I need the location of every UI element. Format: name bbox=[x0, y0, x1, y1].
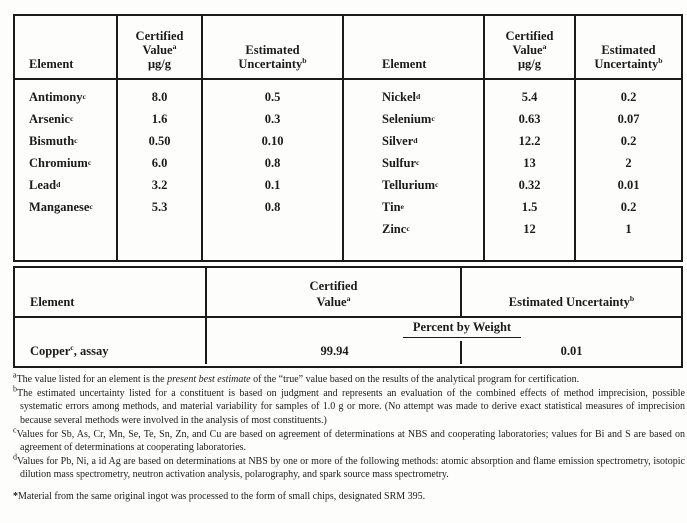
footnote-marker: a bbox=[346, 293, 351, 303]
footnote-marker: b bbox=[658, 55, 663, 65]
element-name-cell: Sulfur c bbox=[382, 155, 420, 170]
certified-value-cell: 0.32 bbox=[518, 177, 541, 192]
element-name: Manganese bbox=[29, 199, 90, 214]
assay-element-header bbox=[15, 268, 207, 316]
certified-value-cell: 1.5 bbox=[521, 199, 538, 214]
certified-value-cell: 3.2 bbox=[151, 177, 168, 192]
uncertainty-cell: 0.8 bbox=[264, 199, 281, 214]
element-name-cell: Nickel d bbox=[382, 89, 421, 104]
element-header-label: Element bbox=[382, 57, 427, 71]
uncertainty-cell: 0.07 bbox=[617, 111, 640, 126]
element-name-cell: Zinc c bbox=[382, 221, 410, 236]
footnote-a-italic: present best estimate bbox=[167, 374, 251, 385]
assay-element-cell bbox=[15, 318, 207, 364]
footnote-d-marker: d bbox=[13, 452, 17, 462]
elements-table bbox=[13, 14, 683, 262]
certified-value-cell: 5.4 bbox=[521, 89, 538, 104]
footnote-marker: c bbox=[70, 342, 74, 352]
assay-values-area bbox=[207, 318, 681, 364]
right-element-body bbox=[344, 80, 483, 240]
percent-by-weight-label: Percent by Weight bbox=[403, 320, 521, 338]
footnote-marker: a bbox=[542, 41, 547, 51]
footnote-a bbox=[13, 370, 685, 386]
certified-value-cell: 12.2 bbox=[518, 133, 541, 148]
right-certified-value-body bbox=[485, 80, 574, 240]
certified-value-cell: 8.0 bbox=[151, 89, 168, 104]
certified-value-cell: 13 bbox=[523, 155, 536, 170]
left-uncertainty-header bbox=[203, 16, 342, 80]
uncertainty-cell: 0.2 bbox=[620, 89, 637, 104]
footnote-star bbox=[13, 490, 685, 503]
uncertainty-header-line1: Estimated bbox=[601, 43, 656, 57]
assay-uncertainty-header bbox=[462, 268, 681, 316]
footnote-star-text: Material from the same original ingot was processed to the form of small chips, designated SRM 395. bbox=[18, 490, 426, 502]
footnote-marker: a bbox=[172, 41, 177, 51]
uncertainty-header-line2: Uncertainty$^b$ bbox=[238, 55, 307, 71]
certified-value-cell: 0.50 bbox=[148, 133, 171, 148]
certified-value-cell: 12 bbox=[523, 221, 536, 236]
right-certified-value-column bbox=[485, 16, 576, 260]
element-name: Selenium bbox=[382, 111, 432, 126]
footnote-d-text: Values for Pb, Ni, a id Ag are based on determinations at NBS by one or more of the following methods: atomic absorption and flame emission spectrometry, isotopic dilution mass spectrometry, neutron activation analysis, polarography, and spark source mass spectrometry. bbox=[17, 456, 685, 481]
uncertainty-cell: 0.2 bbox=[620, 133, 637, 148]
certified-header-line2: Value$^a$ bbox=[142, 41, 177, 57]
element-name: Sulfur bbox=[382, 155, 417, 170]
element-name-suffix: , assay bbox=[73, 344, 109, 358]
footnote-a-text: The value listed for an element is the bbox=[16, 374, 168, 385]
certified-value-cell: 0.63 bbox=[518, 111, 541, 126]
element-name: Zinc bbox=[382, 221, 407, 236]
element-name: Chromium bbox=[29, 155, 88, 170]
right-uncertainty-header bbox=[576, 16, 681, 80]
certified-header-unit: μg/g bbox=[517, 57, 542, 71]
footnote-c-text: Values for Sb, As, Cr, Mn, Se, Te, Sn, Zn, and Cu are based on agreement of determinations at NBS and cooperating laboratories; values for Bi and S are based on agreement of determinations at cooperating laboratories. bbox=[16, 428, 685, 454]
uncertainty-header-line2: Uncertainty$^b$ bbox=[594, 55, 663, 71]
element-name-cell: Chromium c bbox=[29, 155, 92, 170]
uncertainty-header-label: Estimated Uncertainty$^b$ bbox=[508, 293, 635, 309]
right-uncertainty-body bbox=[576, 80, 681, 240]
element-name: Tellurium bbox=[382, 177, 436, 192]
left-certified-value-body bbox=[118, 80, 201, 218]
element-name-cell: Manganese c bbox=[29, 199, 93, 214]
element-name: Copper bbox=[30, 344, 71, 358]
footnote-b-marker: b bbox=[13, 384, 17, 394]
uncertainty-cell: 0.1 bbox=[264, 177, 281, 192]
uncertainty-header-line1: Estimated bbox=[245, 43, 300, 57]
left-element-column bbox=[15, 16, 118, 260]
left-certified-value-header bbox=[118, 16, 201, 80]
certified-header-unit: μg/g bbox=[147, 57, 172, 71]
element-name: Nickel bbox=[382, 89, 417, 104]
right-uncertainty-column bbox=[576, 16, 681, 260]
assay-copper-row bbox=[15, 318, 681, 364]
element-name: Lead bbox=[29, 177, 57, 192]
element-name-cell: Tin e bbox=[382, 199, 404, 214]
uncertainty-cell: 0.8 bbox=[264, 155, 281, 170]
left-element-body bbox=[15, 80, 116, 218]
footnote-b-text: The estimated uncertainty listed for a constituent is based on judgment and represents an evaluation of the combined effects of method imprecision, possible systematic errors among methods, and material variability for samples of 1.0 g or more. (No attempt was made to derive exact statistical measures of imprecision because several methods were involved in the analysis of most constituents.) bbox=[17, 388, 685, 426]
footnote-c-marker: c bbox=[13, 425, 17, 435]
certified-header-line2: Value$^a$ bbox=[512, 41, 547, 57]
right-element-header bbox=[344, 16, 483, 80]
left-uncertainty-column bbox=[203, 16, 344, 260]
assay-values-row bbox=[207, 344, 681, 359]
footnote-c bbox=[13, 425, 685, 454]
right-element-column bbox=[344, 16, 485, 260]
left-certified-value-column bbox=[118, 16, 203, 260]
element-name: Bismuth bbox=[29, 133, 75, 148]
uncertainty-cell: 0.2 bbox=[620, 199, 637, 214]
element-header-label: Element bbox=[29, 57, 74, 71]
element-name: Antimony bbox=[29, 89, 83, 104]
footnote-a-text: of the “true” value based on the results of the analytical program for certification. bbox=[250, 374, 580, 385]
assay-certified-value-header bbox=[207, 268, 462, 316]
right-certified-value-header bbox=[485, 16, 574, 80]
left-element-header bbox=[15, 16, 116, 80]
uncertainty-cell: 0.5 bbox=[264, 89, 281, 104]
assay-table bbox=[13, 266, 683, 368]
certified-value-cell: 6.0 bbox=[151, 155, 168, 170]
uncertainty-cell: 2 bbox=[625, 155, 632, 170]
uncertainty-cell: 0.3 bbox=[264, 111, 281, 126]
left-uncertainty-body bbox=[203, 80, 342, 218]
certified-value-cell: 5.3 bbox=[151, 199, 168, 214]
footnote-marker: b bbox=[302, 55, 307, 65]
certified-header-line2: Value$^a$ bbox=[316, 293, 351, 309]
assay-certified-value: 99.94 bbox=[320, 344, 349, 358]
footnote-d bbox=[13, 452, 685, 481]
element-name: Arsenic bbox=[29, 111, 70, 126]
element-name: Tin bbox=[382, 199, 401, 214]
uncertainty-cell: 0.01 bbox=[617, 177, 640, 192]
certified-value-cell: 1.6 bbox=[151, 111, 168, 126]
certified-header-line1: Certified bbox=[309, 279, 358, 293]
element-name-cell: Lead d bbox=[29, 177, 61, 192]
element-name-cell: Bismuth c bbox=[29, 133, 78, 148]
certified-header-line1: Certified bbox=[505, 29, 554, 43]
assay-uncertainty-value: 0.01 bbox=[560, 344, 583, 358]
uncertainty-cell: 1 bbox=[625, 221, 632, 236]
element-name-cell: Antimony c bbox=[29, 89, 86, 104]
footnotes bbox=[13, 370, 685, 504]
uncertainty-cell: 0.10 bbox=[261, 133, 284, 148]
footnote-b bbox=[13, 384, 685, 427]
assay-table-header bbox=[15, 268, 681, 318]
element-header-label: Element bbox=[30, 295, 75, 309]
element-name-cell: Silver d bbox=[382, 133, 418, 148]
certified-header-line1: Certified bbox=[135, 29, 184, 43]
element-name-cell: Selenium c bbox=[382, 111, 435, 126]
element-name: Silver bbox=[382, 133, 414, 148]
footnote-star-marker: * bbox=[13, 490, 18, 502]
footnote-marker: b bbox=[629, 293, 635, 303]
percent-by-weight-banner bbox=[207, 320, 681, 338]
element-name-cell: Arsenic c bbox=[29, 111, 74, 126]
footnote-a-marker: a bbox=[13, 370, 17, 380]
element-name-cell: Tellurium c bbox=[382, 177, 439, 192]
